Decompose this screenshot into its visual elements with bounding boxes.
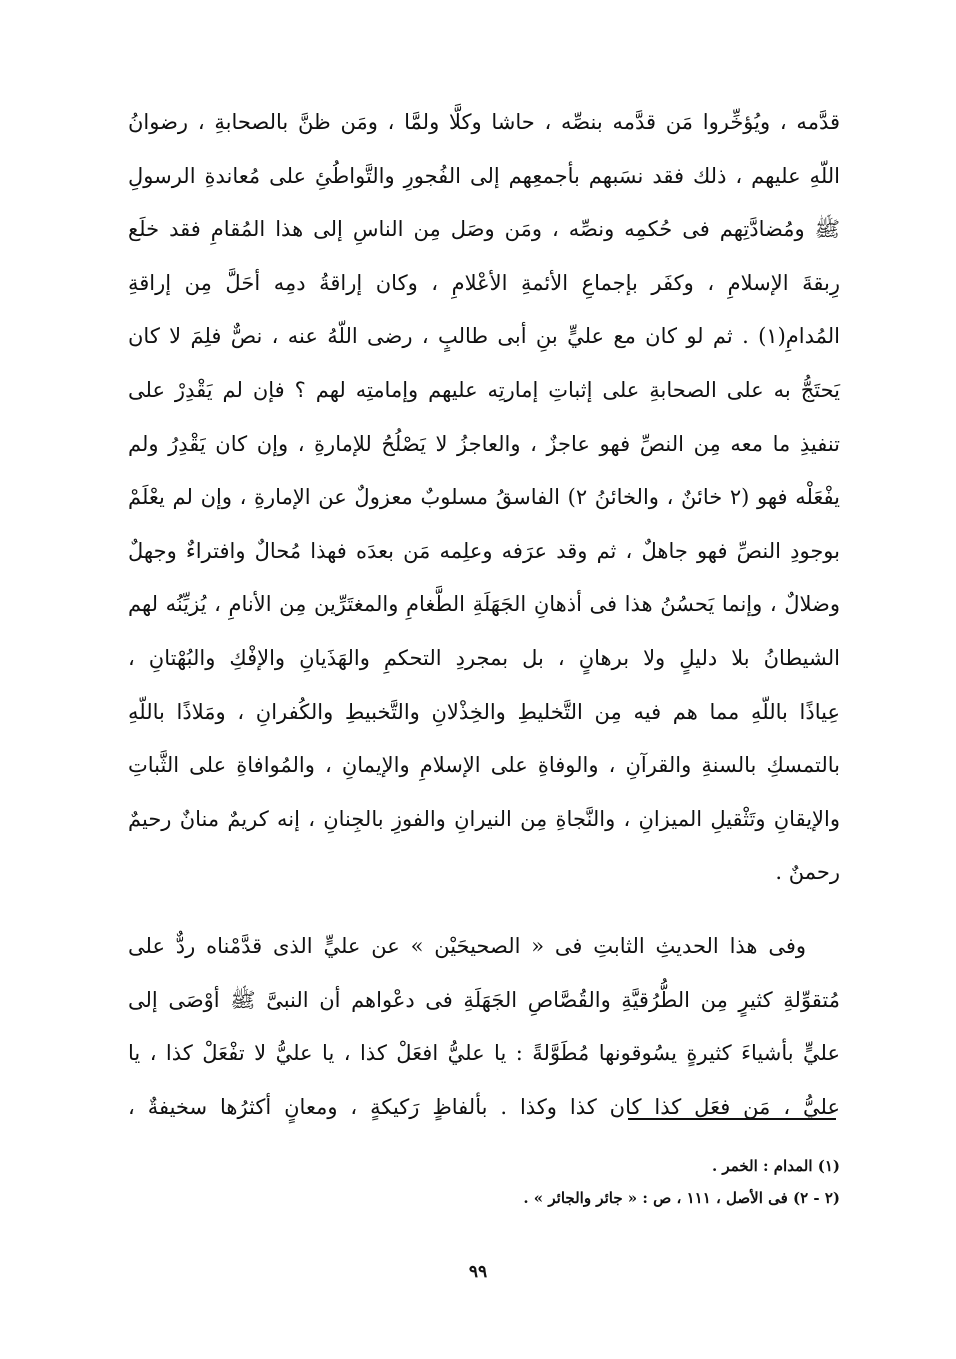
- text-line: عِياذًا باللّهِ مما هم فيه مِن التَّخليطِ والخِذْلانِ والتَّخبيطِ والكُفرانِ ، ومَلاذًا باللّهِ: [128, 699, 840, 724]
- text-line: اللّهِ عليهم ، ذلك فقد نسَبهم بأجمعِهم إلى الفُجورِ والتَّواطُئِ على مُعاندةِ الرسولِ: [128, 163, 840, 188]
- footnote-2: (٢ - ٢) فى الأصل ، ١١١ ، ص : « جائر والجائر » .: [523, 1189, 840, 1207]
- text-line: قدَّمه ، ويُؤخِّروا مَن قدَّمه بنصِّه ، حاشا وكلَّا ولمَّا ، ومَن ظنَّ بالصحابةِ ، رضوانُ: [128, 110, 840, 134]
- text-line: رِبقةَ الإسلامِ ، وكفَر بإجماعِ الأئمةِ الأعْلامِ ، وكان إراقةُ دمِه أحَلَّ مِن إراقةِ: [128, 270, 840, 295]
- footnote-1: (١) المدام : الخمر .: [711, 1157, 840, 1175]
- page-number: ٩٩: [468, 1262, 488, 1282]
- text-line: والإيقانِ وتَثْقيلِ الميزانِ ، والنَّجاةِ مِن النيرانِ والفوزِ بالجِنانِ ، إنه كريمٌ منانٌ رحيمٌ: [128, 806, 840, 831]
- text-line: بالتمسكِ بالسنةِ والقرآنِ ، والوفاةِ على الإسلامِ والإيمانِ ، والمُوافاةِ على الثَّباتِ: [128, 753, 840, 778]
- text-line: عليٍّ بأشياءَ كثيرةٍ يسُوقونها مُطَوَّلةً : يا عليُّ افعَلْ كذا ، يا عليُّ لا تفْعَلْ كذا ، يا: [128, 1041, 840, 1066]
- text-line: وضلالٌ ، وإنما يَحسُنُ هذا فى أذهانِ الجَهَلَةِ الطَّغامِ والمغتَرِّين مِن الأنامِ ، يُزيِّنُه لهم: [128, 592, 840, 617]
- text-line: ﷺ ومُضادَّتِهم فى حُكمِه ونصِّه ، ومَن وصَل مِن الناسِ إلى هذا المُقامِ فقد خلَع: [128, 217, 840, 242]
- text-line: عليُّ ، مَن فعَل كذا كان كذا وكذا . بألفاظٍ رَكيكةٍ ، ومعانٍ أكثرُها سخيفةٌ ،: [128, 1094, 840, 1119]
- text-line: يفْعَلْه فهو (٢ خائنٌ ، والخائنُ ٢) الفاسقُ مسلوبٌ معزولٌ عن الإمارةِ ، وإن لم يعْلَمْ: [128, 485, 840, 510]
- text-line: المُدامِ(١) . ثم لو كان مع عليٍّ بنِ أبى طالبٍ ، رضى اللّهُ عنه ، نصٌّ فلِمَ لا كان: [128, 324, 840, 349]
- text-line: الشيطانُ بلا دليلٍ ولا برهانٍ ، بل بمجردِ التحكمِ والهَذَيانِ والإفْكِ والبُهْتانِ ،: [128, 645, 840, 670]
- text-line: تنفيذِ ما معه مِن النصِّ فهو عاجزٌ ، والعاجزُ لا يَصْلُحُ للإمارةِ ، وإن كان يَقْدِرُ ولم: [128, 431, 840, 456]
- footnote-divider: [628, 1118, 836, 1120]
- main-text: [128, 96, 840, 1134]
- text-line: بوجودِ النصِّ فهو جاهلٌ ، ثم وقد عرَفه وعلِمه مَن بعدَه فهذا مُحالٌ وافتراءٌ وجهلٌ: [128, 538, 840, 563]
- footnotes: [128, 1150, 840, 1214]
- paragraph-gap: [128, 900, 840, 920]
- text-line: مُتقوِّلةِ كثيرٍ مِن الطُّرُقيَّةِ والقُصَّاصِ الجَهَلَةِ فى دعْواهم أن النبىَّ ﷺ أوْصَى إلى: [128, 987, 840, 1012]
- text-line: وفى هذا الحديثِ الثابتِ فى « الصحيحَيْن » عن عليٍّ الذى قدَّمْناه ردٌّ على: [128, 933, 806, 958]
- text-line: رحمنٌ .: [775, 860, 840, 885]
- text-line: يَحتَجُّ به على الصحابةِ على إثباتِ إمارتِه عليهم وإمامتِه لهم ؟ فإن لم يَقْدِرْ على: [128, 377, 840, 402]
